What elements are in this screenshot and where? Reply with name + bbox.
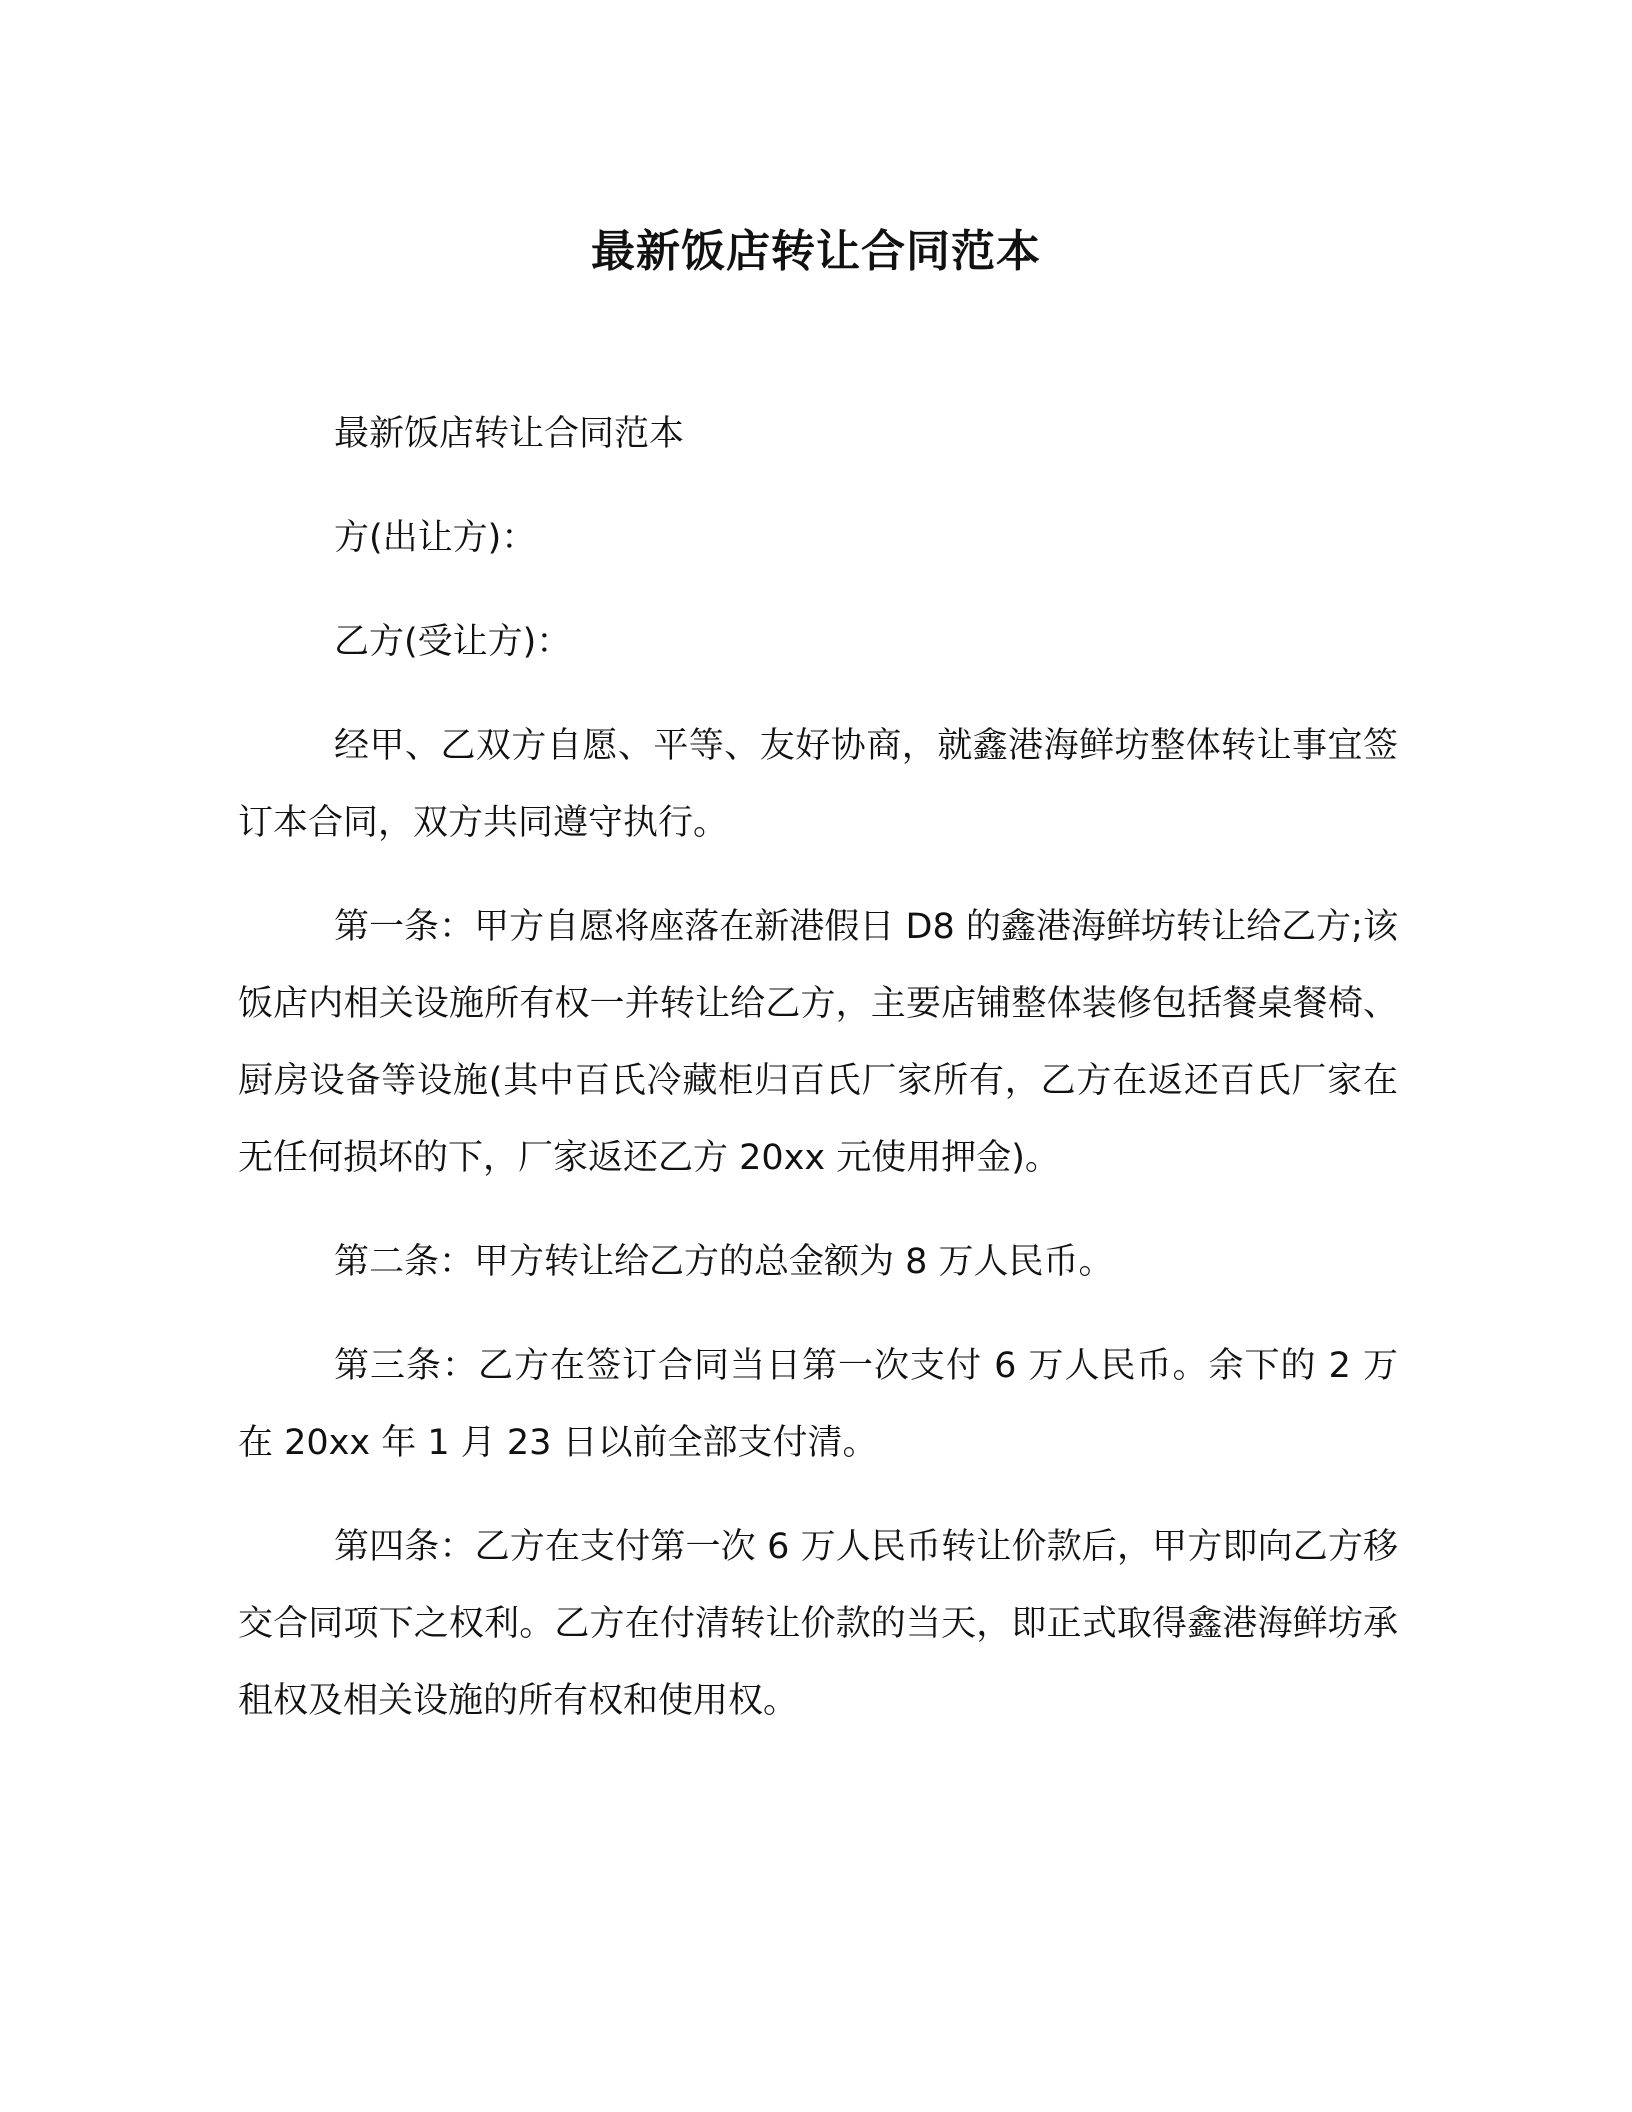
article-3-paragraph: 第三条：乙方在签订合同当日第一次支付 6 万人民币。余下的 2 万在 20xx 年 1 月 23 日以前全部支付清。 [238,1346,1398,1463]
party-a-paragraph: 方(出让方)： [334,518,537,558]
document-body [238,396,1398,1767]
party-b-paragraph: 乙方(受让方)： [334,622,572,662]
article-2-paragraph: 第二条：甲方转让给乙方的总金额为 8 万人民币。 [334,1242,1114,1282]
preamble-paragraph: 经甲、乙双方自愿、平等、友好协商，就鑫港海鲜坊整体转让事宜签订本合同，双方共同遵守执行。 [238,726,1398,843]
subtitle-paragraph: 最新饭店转让合同范本 [334,414,685,454]
page-title: 最新饭店转让合同范本 [591,226,1041,277]
article-4-paragraph: 第四条：乙方在支付第一次 6 万人民币转让价款后，甲方即向乙方移交合同项下之权利。乙方在付清转让价款的当天，即正式取得鑫港海鲜坊承租权及相关设施的所有权和使用权。 [238,1527,1398,1721]
article-1-paragraph: 第一条：甲方自愿将座落在新港假日 D8 的鑫港海鲜坊转让给乙方;该饭店内相关设施所有权一并转让给乙方，主要店铺整体装修包括餐桌餐椅、厨房设备等设施(其中百氏冷藏柜归百氏厂家所有，乙方在返还百氏厂家在无任何损坏的下，厂家返还乙方 20xx 元使用押金)。 [238,907,1398,1178]
